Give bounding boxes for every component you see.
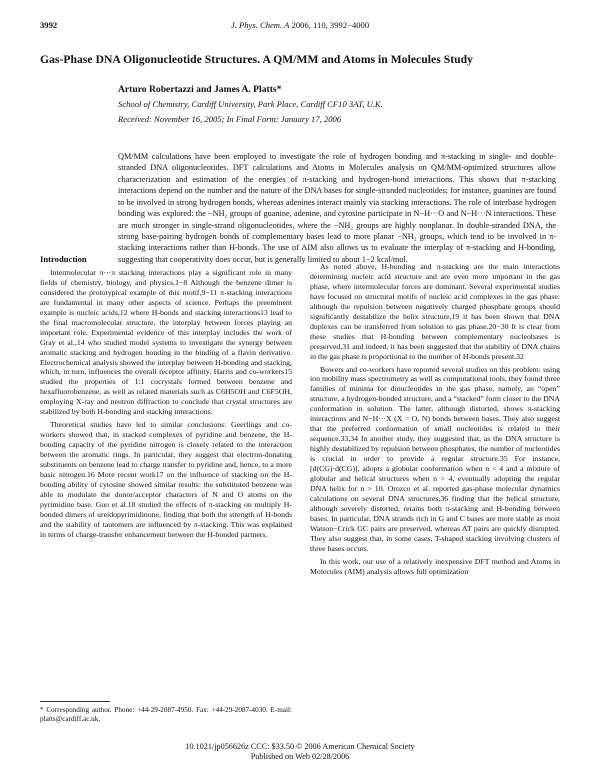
journal-volume-pages: 2006, 110, 3992−4000 <box>291 20 370 30</box>
paragraph: Intermolecular π···π stacking interactions play a significant role in many fields of chemistry, biology, and physics.1−8 Although the benzene dimer is considered the prototypical example of this motif,9−11 π-stacking interactions are fundamental in many other aspects of science. Perhaps the preeminent example is nucleic acids,12 where H-bonds and stacking interactions13 lead to the final macromolecular structure, the interplay between forces playing an important role. Experimental evidence of this interplay includes the work of Gray et al.,14 who studied model systems to investigate the synergy between aromatic stacking and hydrogen bonding in the binding of a flavin derivative. Electrochemical analysis showed the interplay between H-bonding and stacking, which, in turn, influences the overall receptor affinity. Harris and co-workers15 studied the properties of 1:1 cocrystals formed between benzene and hexafluorobenzene, as well as related materials such as C6H5OH and C6F5OH, employing X-ray and neutron diffraction to conclude that crystal structures are stabilized by both H-bonding and stacking interactions. <box>40 267 292 417</box>
left-column <box>40 255 292 540</box>
paragraph: As noted above, H-bonding and π-stacking are the main interactions determining nucleic acid structure and are even more important in the gas phase, where intermolecular forces are dominant. Several experimental studies have focused on structural motifs of nucleic acid complexes in the gas phase: although the repulsion between negatively charged phosphate groups should significantly destabilize the helix structure,19 it has been shown that DNA duplexes can be transferred from solution to gas phase.20−30 It is clear from these studies that H-bonding between complementary nucleobases is preserved,31 and indeed, it has been suggested that the stability of DNA chains in the gas phase is proportional to the number of H-bonds present.32 <box>310 262 560 361</box>
section-heading-introduction: Introduction <box>40 254 87 264</box>
journal-name: J. Phys. Chem. A <box>230 20 290 30</box>
corresponding-author-footnote: * Corresponding author. Phone: +44-29-2087-4950. Fax: +44-29-2087-4030. E-mail: platts@cardiff.ac.uk. <box>40 706 292 723</box>
page-footer <box>0 742 600 762</box>
paragraph: In this work, our use of a relatively inexpensive DFT method and Atoms in Molecules (AIM) analysis allows full optimization <box>310 556 560 576</box>
author-list: Arturo Robertazzi and James A. Platts* <box>118 84 282 95</box>
publication-date: Published on Web 02/28/2006 <box>250 752 350 761</box>
paragraph: Theoretical studies have led to similar conclusions: Geerlings and co-workers showed that, in stacked complexes of pyridine and benzene, the H-bonding capacity of the pyridine nitrogen is closely related to the interaction between the aromatic rings. In particular, they suggest that electron-donating substituents on benzene lead to charge transfer to pyridine and, hence, to a more basic nitrogen.16 More recent work17 on the influence of stacking on the H-bonding ability of cytosine showed similar results: the substituted benzene was able to modulate the donor/acceptor characters of N and O atoms on the pyrimidine base. Guo et al.18 studied the effects of π-stacking on multiply H-bonded dimers of ureidopyrimidinone, finding that both the strength of H-bonds and the stability of tautomers are influenced by π-stacking. This was explained in terms of charge-transfer enhancement between the H-bonded partners. <box>40 420 292 539</box>
right-column <box>310 262 560 577</box>
abstract: QM/MM calculations have been employed to investigate the role of hydrogen bonding and π-stacking in single- and double-stranded DNA oligonucleotides. DFT calculations and Atoms in Molecules analysis on QM/MM-optimized structures allow characterization and estimation of the energies of π-stacking and hydrogen-bond interactions. This shows that π-stacking interactions depend on the number and the nature of the DNA bases for single-stranded nucleotides; for instance, guanines are found to be involved in strong hydrogen bonds, whereas adenines interact mainly via stacking interactions. The role of interbase hydrogen bonding was explored: the −NH₂ groups of guanine, adenine, and cytosine participate in N−H···O and N−H···N interactions. These are much stronger in single-strand oligonucleotides, where the −NH₂ groups are highly nonplanar. In double-stranded DNA, the strong base-pairing hydrogen bonds of complementary bases lead to more planar −NH₂ groups, which tend to be involved in π-stacking interactions rather than H-bonds. The use of AIM also allows us to evaluate the interplay of π-stacking and H-bonding, suggesting that cooperativity does occur, but is generally limited to about 1−2 kcal/mol. <box>118 152 556 264</box>
footnote-divider <box>40 701 110 702</box>
received-dates: Received: November 16, 2005; In Final Form: January 17, 2006 <box>118 114 342 124</box>
doi-copyright: 10.1021/jp056626z CCC: $33.50 © 2006 American Chemical Society <box>185 742 415 751</box>
paragraph: Bowers and co-workers have reported several studies on this problem: using ion mobility mass spectrometry as well as computational tools, they found three families of minima for dinucleotides in the gas phase, namely, an “open” structure, a hydrogen-bonded structure, and a “stacked” form closer to the DNA conformation in solution. The latter, although distorted, shows π-stacking interactions and N−H···X (X = O, N) bonds between bases. They also suggest that the preferred conformation of small nucleotides is related to their sequence.33,34 In another study, they suggested that, as the DNA structure is highly destabilized by repulsion between phosphates, the number of nucleotides is crucial in order to provide a regular structure.35 For instance, [d(CG)·d(CG)], adopts a globular conformation when n < 4 and a mixture of globular and helical structures when n > 4, eventually adopting the regular DNA helix for n > 10. Orozco et al. reported gas-phase molecular dynamics calculations on several DNA structures,36 finding that the helical structure, although severely distorted, retains both π-stacking and H-bonding between bases. In particular, DNA strands rich in G and C bases are more stable as most Watson−Crick GC pairs are preserved, whereas AT pairs are quickly disrupted. They also suggest that, in some cases, T-shaped stacking involving clusters of three bases occurs. <box>310 364 560 553</box>
running-header <box>40 20 560 32</box>
page-number: 3992 <box>40 20 58 30</box>
article-title: Gas-Phase DNA Oligonucleotide Structures. A QM/MM and Atoms in Molecules Study <box>40 53 473 66</box>
journal-citation <box>40 20 560 30</box>
affiliation: School of Chemistry, Cardiff University, Park Place, Cardiff CF10 3AT, U.K. <box>118 99 383 109</box>
